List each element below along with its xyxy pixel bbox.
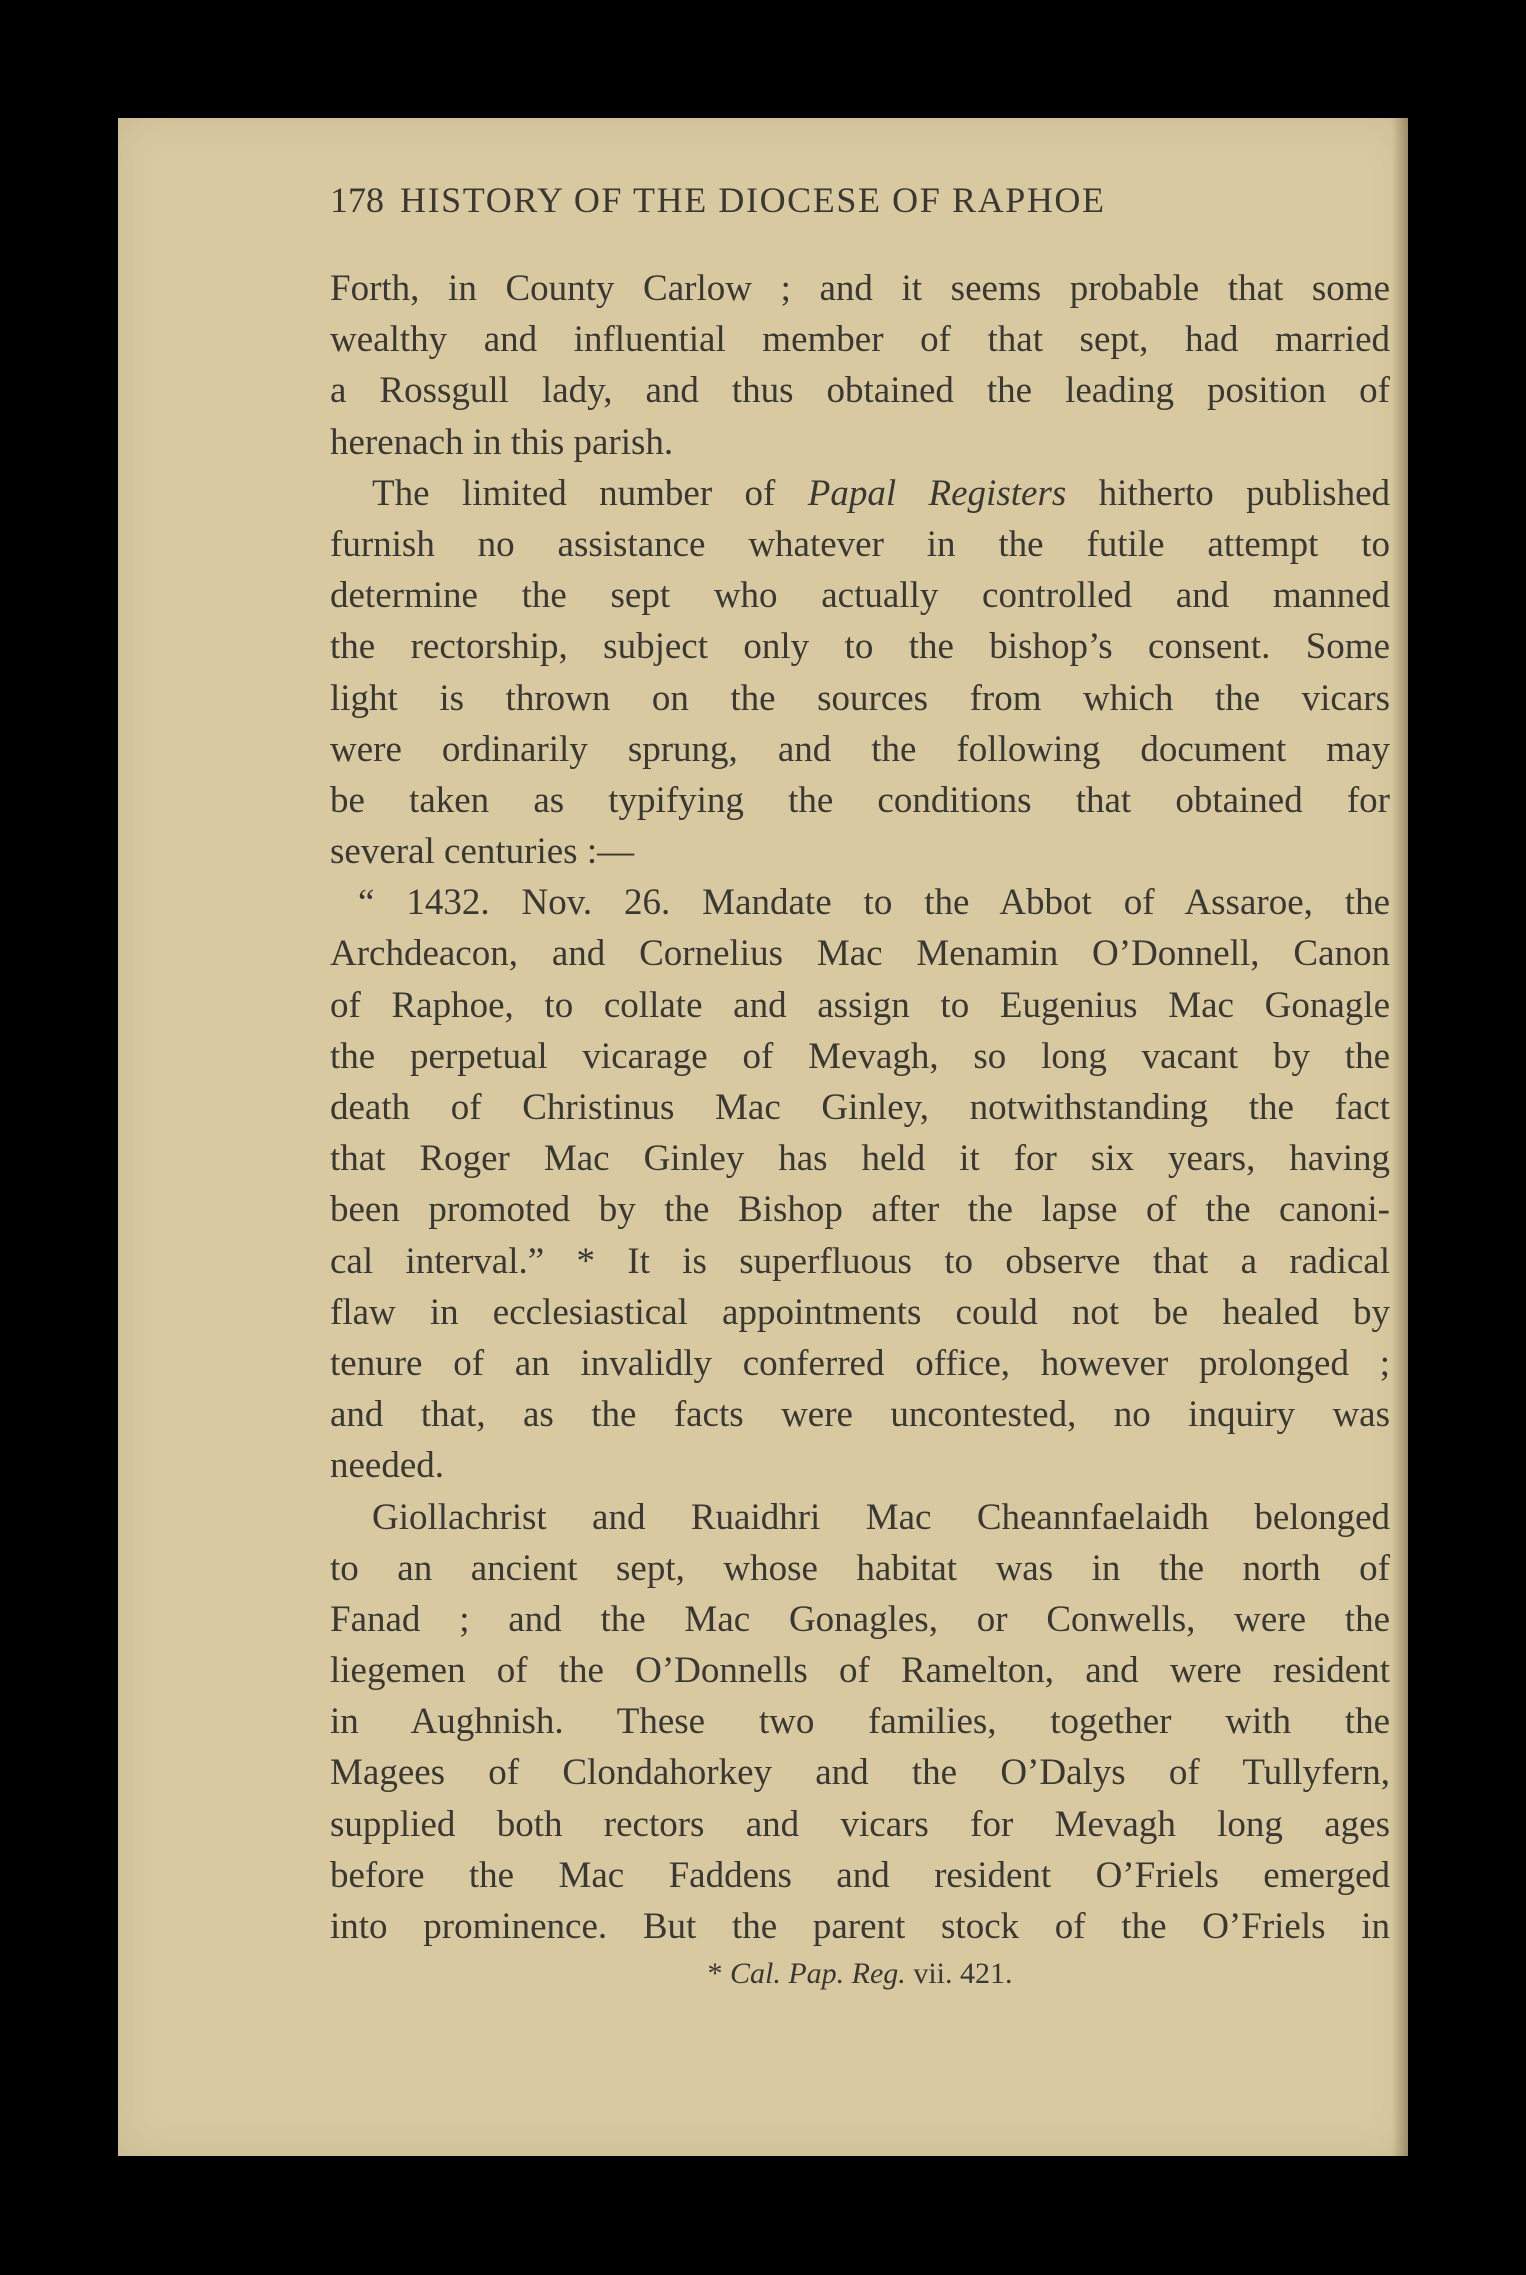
text-line: to an ancient sept, whose habitat was in the north of (330, 1547, 1390, 1589)
text-line: Fanad ; and the Mac Gonagles, or Conwells, were the (330, 1598, 1390, 1640)
text-run: The limited number of (372, 472, 808, 514)
text-line: into prominence. But the parent stock of the O’Friels in (330, 1906, 1390, 1947)
text-line: herenach in this parish. (330, 421, 674, 463)
text-line: Forth, in County Carlow ; and it seems probable that some (330, 268, 1390, 309)
text-line (330, 468, 1390, 519)
text-line: death of Christinus Mac Ginley, notwithstanding the fact (330, 1087, 1390, 1128)
text-line: needed. (330, 1445, 445, 1487)
text-line: Giollachrist and Ruaidhri Mac Cheannfaelaidh belonged (372, 1496, 1390, 1538)
text-line: were ordinarily sprung, and the following document may (330, 728, 1390, 770)
text-run: hitherto published (1066, 472, 1390, 514)
running-header (330, 172, 1380, 228)
text-line: wealthy and influential member of that sept, had married (330, 319, 1390, 361)
text-line: a Rossgull lady, and thus obtained the leading position of (330, 370, 1390, 412)
text-line: in Aughnish. These two families, together with the (330, 1701, 1390, 1743)
text-line: the perpetual vicarage of Mevagh, so long vacant by the (330, 1035, 1390, 1077)
text-line: supplied both rectors and vicars for Mevagh long ages (330, 1803, 1390, 1845)
page-edge-shadow (1392, 118, 1408, 2156)
text-line: several centuries :— (330, 831, 635, 873)
text-line: that Roger Mac Ginley has held it for six years, having (330, 1138, 1390, 1180)
text-line: liegemen of the O’Donnells of Ramelton, and were resident (330, 1650, 1390, 1692)
text-line: “ 1432. Nov. 26. Mandate to the Abbot of Assaroe, the (358, 882, 1390, 924)
text-line: Archdeacon, and Cornelius Mac Menamin O’Donnell, Canon (330, 933, 1390, 975)
text-line: the rectorship, subject only to the bishop’s consent. Some (330, 626, 1390, 668)
text-line: of Raphoe, to collate and assign to Eugenius Mac Gonagle (330, 984, 1390, 1026)
footnote-reference: vii. 421. (913, 1957, 1013, 1990)
text-line: tenure of an invalidly conferred office, however prolonged ; (330, 1342, 1390, 1384)
text-line: light is thrown on the sources from which the vicars (330, 677, 1390, 719)
text-line: flaw in ecclesiastical appointments could not be healed by (330, 1291, 1390, 1333)
text-line: determine the sept who actually controlled and manned (330, 575, 1390, 617)
italic-title: Papal Registers (807, 472, 1067, 514)
text-line: been promoted by the Bishop after the lapse of the canoni- (330, 1189, 1390, 1231)
body-text (330, 263, 1390, 1952)
text-line: be taken as typifying the conditions that obtained for (330, 779, 1390, 821)
text-line: Magees of Clondahorkey and the O’Dalys of Tullyfern, (330, 1752, 1390, 1794)
text-line: and that, as the facts were uncontested, no inquiry was (330, 1394, 1390, 1436)
running-title: HISTORY OF THE DIOCESE OF RAPHOE (400, 180, 1106, 220)
footnote (330, 1952, 1390, 1996)
text-line: cal interval.” * It is superfluous to observe that a radical (330, 1240, 1390, 1282)
text-line: before the Mac Faddens and resident O’Friels emerged (330, 1854, 1390, 1896)
text-line: furnish no assistance whatever in the futile attempt to (330, 523, 1390, 565)
footnote-citation: Cal. Pap. Reg. (730, 1957, 906, 1990)
page-number: 178 (330, 180, 384, 220)
footnote-marker: * (707, 1957, 723, 1990)
